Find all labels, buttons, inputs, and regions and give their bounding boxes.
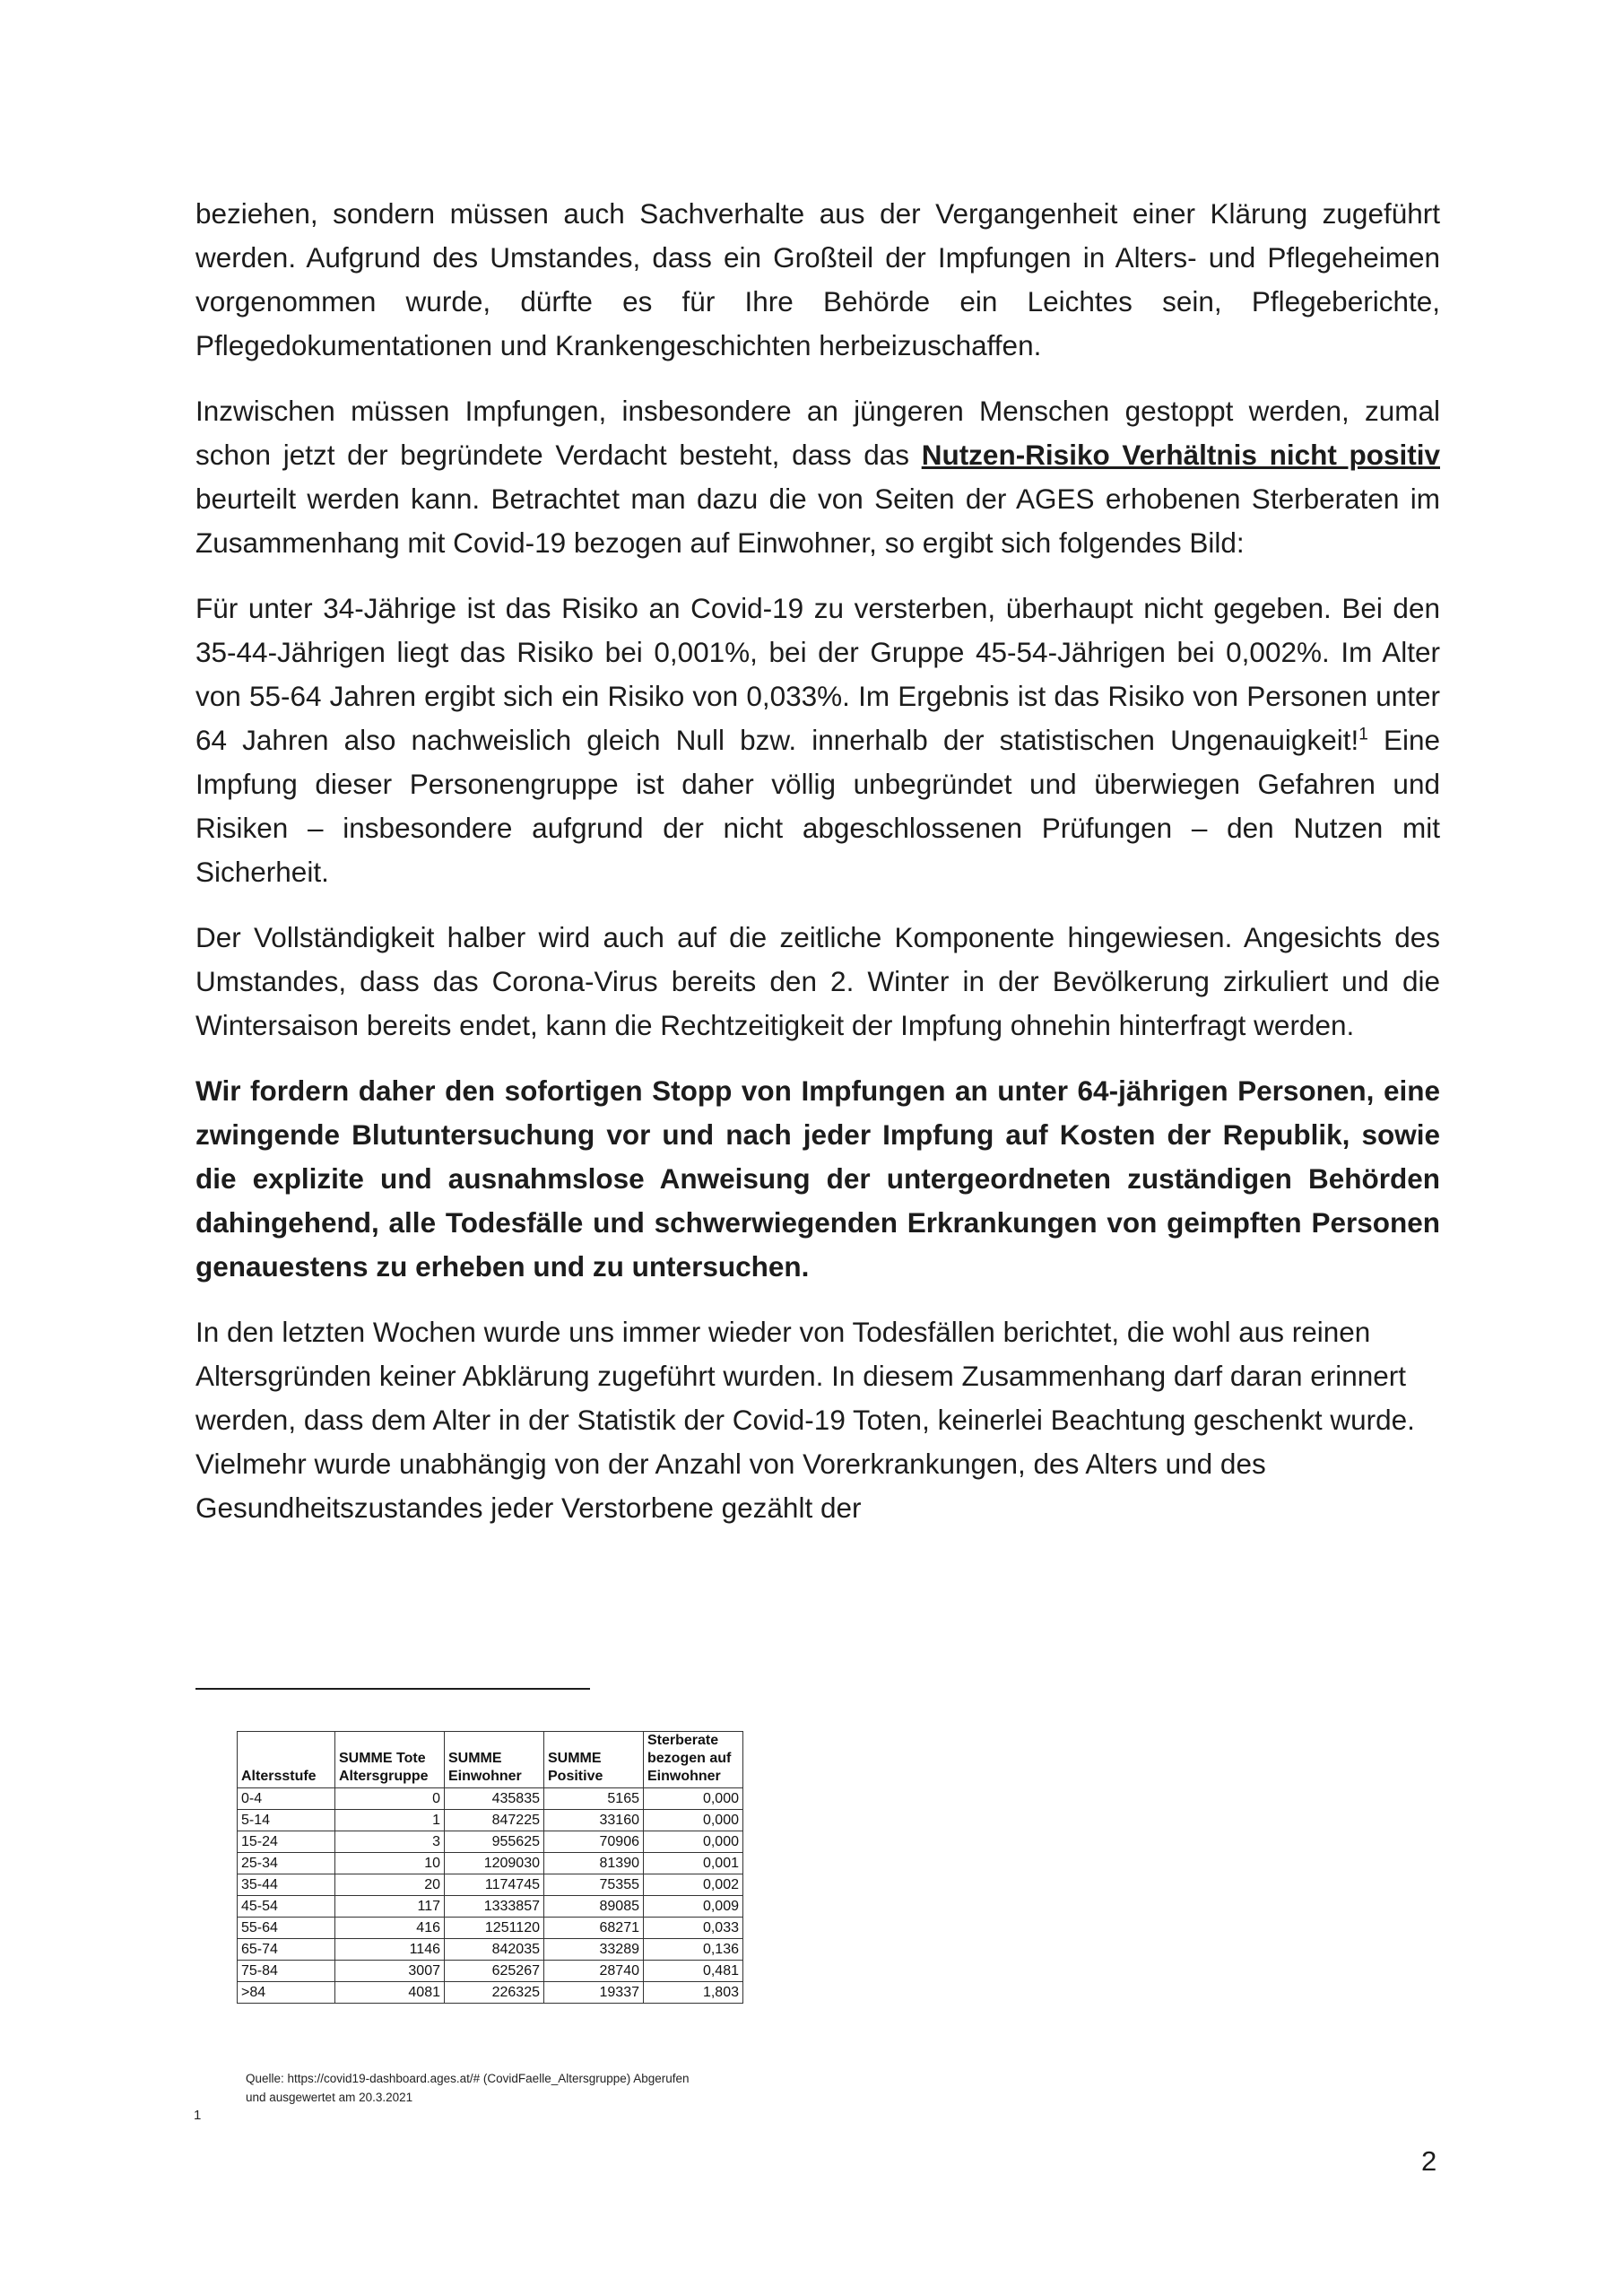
header-summe-tote-line2: Altersgruppe — [339, 1769, 429, 1784]
header-summe-positive-line1: SUMME — [548, 1751, 602, 1766]
cell-positive: 5165 — [544, 1788, 644, 1810]
footnote-marker: 1 — [194, 2108, 202, 2123]
paragraph-1: beziehen, sondern müssen auch Sachverhalte aus der Vergangenheit einer Klärung zugeführt werden. Aufgrund des Umstandes, dass ein Großteil der Impfungen in Alters- und Pflegeheimen vorgenommen wurde, dürfte es für Ihre Behörde ein Leichtes sein, Pflegeberichte, Pflegedokumentationen und Krankengeschichten herbeizuschaffen. — [195, 197, 1440, 361]
cell-age: 45-54 — [238, 1896, 335, 1918]
table-row — [238, 1853, 743, 1874]
paragraph-3 — [195, 587, 1440, 894]
cell-deaths: 117 — [335, 1896, 445, 1918]
paragraph-2-text-a: Inzwischen müssen Impfungen, insbesondere an jüngeren Menschen gestoppt werden, zumal schon jetzt der begründete Verdacht besteht, dass das — [195, 395, 1440, 471]
footnote-source-line1[interactable]: Quelle: https://covid19-dashboard.ages.at/# (CovidFaelle_Altersgruppe) Abgerufen — [246, 2072, 690, 2085]
table-row — [238, 1831, 743, 1853]
cell-population: 1174745 — [445, 1874, 544, 1896]
header-sterberate-line3: Einwohner — [647, 1769, 721, 1784]
cell-population: 1251120 — [445, 1918, 544, 1939]
cell-positive: 33289 — [544, 1939, 644, 1961]
cell-deaths: 0 — [335, 1788, 445, 1810]
cell-positive: 68271 — [544, 1918, 644, 1939]
cell-positive: 75355 — [544, 1874, 644, 1896]
cell-population: 435835 — [445, 1788, 544, 1810]
cell-age: 65-74 — [238, 1939, 335, 1961]
cell-age: 5-14 — [238, 1810, 335, 1831]
paragraph-4: Der Vollständigkeit halber wird auch auf die zeitliche Komponente hingewiesen. Angesichts des Umstandes, dass das Corona-Virus bereits den 2. Winter in der Bevölkerung zirkuliert und die Wintersaison bereits endet, kann die Rechtzeitigkeit der Impfung ohnehin hinterfragt werden. — [195, 921, 1440, 1041]
table-row — [238, 1918, 743, 1939]
cell-death-rate: 1,803 — [644, 1982, 743, 2004]
table-row — [238, 1788, 743, 1810]
cell-death-rate: 0,000 — [644, 1810, 743, 1831]
body-text — [195, 192, 1440, 1552]
cell-population: 625267 — [445, 1961, 544, 1982]
cell-deaths: 416 — [335, 1918, 445, 1939]
cell-deaths: 20 — [335, 1874, 445, 1896]
cell-population: 842035 — [445, 1939, 544, 1961]
paragraph-2-text-b: beurteilt werden kann. Betrachtet man dazu die von Seiten der AGES erhobenen Sterberaten im Zusammenhang mit Covid-19 bezogen auf Einwohner, so ergibt sich folgendes Bild: — [195, 483, 1440, 559]
footnote-source-line2: und ausgewertet am 20.3.2021 — [246, 2091, 413, 2104]
cell-age: 0-4 — [238, 1788, 335, 1810]
footnote-separator — [195, 1688, 590, 1690]
cell-death-rate: 0,000 — [644, 1788, 743, 1810]
header-summe-einwohner — [445, 1732, 544, 1788]
cell-age: 35-44 — [238, 1874, 335, 1896]
paragraph-5-bold-text: Wir fordern daher den sofortigen Stopp von Impfungen an unter 64-jährigen Personen, eine zwingende Blutuntersuchung vor und nach jeder Impfung auf Kosten der Republik, sowie die explizite und ausnahmslose Anweisung der untergeordneten zuständigen Behörden dahingehend, alle Todesfälle und schwerwiegenden Erkrankungen von geimpften Personen genauestens zu erheben und zu untersuchen. — [195, 1074, 1440, 1283]
cell-positive: 70906 — [544, 1831, 644, 1853]
paragraph-3-text-a: Für unter 34-Jährige ist das Risiko an Covid-19 zu versterben, überhaupt nicht gegeben. Bei den 35-44-Jährigen liegt das Risiko bei 0,001%, bei der Gruppe 45-54-Jährigen bei 0,002%. Im Alter von 55-64 Jahren ergibt sich ein Risiko von 0,033%. Im Ergebnis ist das Risiko von Personen unter 64 Jahren also nachweislich gleich Null bzw. innerhalb der statistischen Ungenauigkeit! — [195, 592, 1440, 756]
header-altersstufe: Altersstufe — [238, 1732, 335, 1788]
cell-population: 1333857 — [445, 1896, 544, 1918]
table-row — [238, 1982, 743, 2004]
cell-death-rate: 0,481 — [644, 1961, 743, 1982]
mortality-table — [237, 1731, 743, 2004]
cell-population: 1209030 — [445, 1853, 544, 1874]
cell-population: 847225 — [445, 1810, 544, 1831]
table-row — [238, 1896, 743, 1918]
cell-positive: 19337 — [544, 1982, 644, 2004]
header-summe-tote-line1: SUMME Tote — [339, 1751, 426, 1766]
cell-death-rate: 0,136 — [644, 1939, 743, 1961]
footnote-reference[interactable]: 1 — [1358, 725, 1368, 744]
paragraph-2-underlined-phrase: Nutzen-Risiko Verhältnis nicht positiv — [921, 439, 1440, 471]
cell-deaths: 10 — [335, 1853, 445, 1874]
header-sterberate-line1: Sterberate — [647, 1733, 719, 1748]
paragraph-5-demand — [195, 1069, 1440, 1289]
cell-death-rate: 0,033 — [644, 1918, 743, 1939]
paragraph-2 — [195, 389, 1440, 565]
cell-age: 15-24 — [238, 1831, 335, 1853]
cell-age: 75-84 — [238, 1961, 335, 1982]
cell-deaths: 3 — [335, 1831, 445, 1853]
footnote-source — [246, 2069, 775, 2107]
cell-death-rate: 0,002 — [644, 1874, 743, 1896]
paragraph-6: In den letzten Wochen wurde uns immer wieder von Todesfällen berichtet, die wohl aus reinen Altersgründen keiner Abklärung zugeführt wurden. In diesem Zusammenhang darf daran erinnert werden, dass dem Alter in der Statistik der Covid-19 Toten, keinerlei Beachtung geschenkt wurde. Vielmehr wurde unabhängig von der Anzahl von Vorerkrankungen, des Alters und des Gesundheitszustandes jeder Verstorbene gezählt der — [195, 1316, 1415, 1524]
header-summe-positive-line2: Positive — [548, 1769, 603, 1784]
header-summe-positive — [544, 1732, 644, 1788]
cell-deaths: 1 — [335, 1810, 445, 1831]
cell-positive: 89085 — [544, 1896, 644, 1918]
table-row — [238, 1961, 743, 1982]
table-header-row — [238, 1732, 743, 1788]
cell-age: 55-64 — [238, 1918, 335, 1939]
cell-death-rate: 0,009 — [644, 1896, 743, 1918]
cell-death-rate: 0,000 — [644, 1831, 743, 1853]
cell-deaths: 1146 — [335, 1939, 445, 1961]
cell-age: >84 — [238, 1982, 335, 2004]
cell-positive: 81390 — [544, 1853, 644, 1874]
page-number: 2 — [1421, 2145, 1437, 2177]
cell-deaths: 3007 — [335, 1961, 445, 1982]
header-sterberate — [644, 1732, 743, 1788]
cell-age: 25-34 — [238, 1853, 335, 1874]
cell-positive: 28740 — [544, 1961, 644, 1982]
cell-population: 955625 — [445, 1831, 544, 1853]
header-sterberate-line2: bezogen auf — [647, 1751, 732, 1766]
table-row — [238, 1939, 743, 1961]
header-summe-einwohner-line2: Einwohner — [448, 1769, 522, 1784]
table-row — [238, 1874, 743, 1896]
cell-death-rate: 0,001 — [644, 1853, 743, 1874]
cell-positive: 33160 — [544, 1810, 644, 1831]
table-row — [238, 1810, 743, 1831]
cell-population: 226325 — [445, 1982, 544, 2004]
header-summe-einwohner-line1: SUMME — [448, 1751, 502, 1766]
paragraph-3-text-b: Eine Impfung dieser Personengruppe ist daher völlig unbegründet und überwiegen Gefahren und Risiken – insbesondere aufgrund der nicht abgeschlossenen Prüfungen – den Nutzen mit Sicherheit. — [195, 724, 1440, 888]
header-summe-tote — [335, 1732, 445, 1788]
cell-deaths: 4081 — [335, 1982, 445, 2004]
